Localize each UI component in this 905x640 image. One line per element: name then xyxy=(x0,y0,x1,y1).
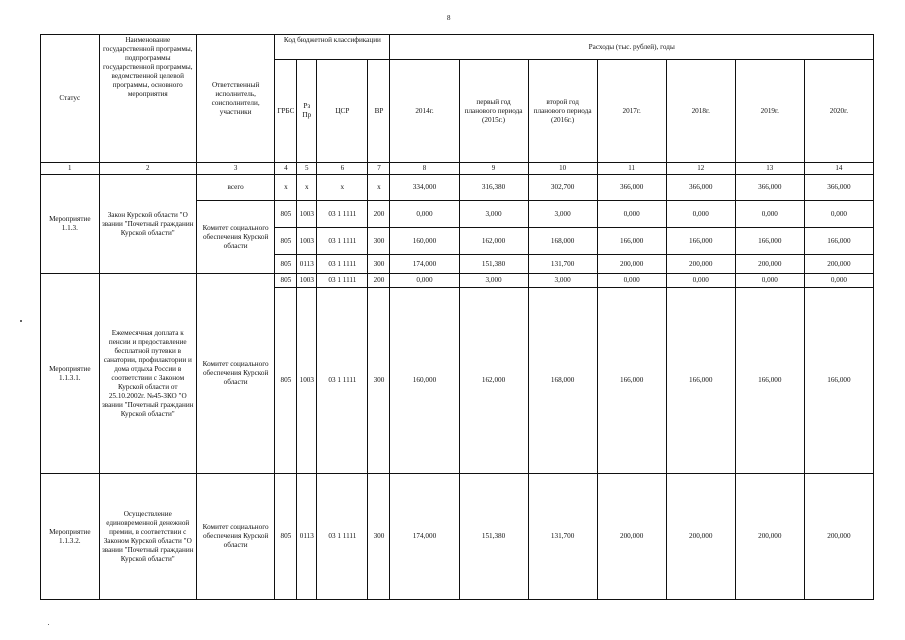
col-num: 8 xyxy=(390,163,459,175)
cell-vr: 300 xyxy=(368,474,390,600)
cell-2015: 3,000 xyxy=(459,201,528,228)
cell-2020: 166,000 xyxy=(804,228,873,255)
cell-2015: 162,000 xyxy=(459,288,528,474)
row-status: Мероприятие 1.1.3.1. xyxy=(41,274,100,474)
cell-2016: 168,000 xyxy=(528,228,597,255)
col-num: 9 xyxy=(459,163,528,175)
cell-2018: 166,000 xyxy=(666,228,735,255)
cell-vr: х xyxy=(368,175,390,201)
col-num: 7 xyxy=(368,163,390,175)
cell-2016: 168,000 xyxy=(528,288,597,474)
cell-grbs: х xyxy=(275,175,297,201)
cell-2018: 0,000 xyxy=(666,274,735,288)
cell-2015: 3,000 xyxy=(459,274,528,288)
header-2018: 2018г. xyxy=(666,60,735,163)
cell-grbs: 805 xyxy=(275,228,297,255)
cell-rzpr: 0113 xyxy=(297,474,317,600)
cell-grbs: 805 xyxy=(275,274,297,288)
cell-2018: 200,000 xyxy=(666,474,735,600)
cell-rzpr: 1003 xyxy=(297,288,317,474)
cell-2018: 366,000 xyxy=(666,175,735,201)
header-2019: 2019г. xyxy=(735,60,804,163)
header-2014: 2014г. xyxy=(390,60,459,163)
cell-2019: 200,000 xyxy=(735,474,804,600)
cell-2019: 366,000 xyxy=(735,175,804,201)
cell-2014: 334,000 xyxy=(390,175,459,201)
header-expenses: Расходы (тыс. рублей), годы xyxy=(390,35,874,60)
col-num: 4 xyxy=(275,163,297,175)
cell-csr: 03 1 1111 xyxy=(317,474,368,600)
cell-2018: 166,000 xyxy=(666,288,735,474)
row-status: Мероприятие 1.1.3.2. xyxy=(41,474,100,600)
header-2017: 2017г. xyxy=(597,60,666,163)
cell-2017: 0,000 xyxy=(597,201,666,228)
col-num: 2 xyxy=(99,163,196,175)
row-responsible: Комитет социального обеспечения Курской области xyxy=(196,474,274,600)
cell-2014: 174,000 xyxy=(390,255,459,274)
col-num: 11 xyxy=(597,163,666,175)
cell-vr: 200 xyxy=(368,274,390,288)
cell-2016: 131,700 xyxy=(528,474,597,600)
cell-2015: 151,380 xyxy=(459,255,528,274)
row-name: Ежемесячная доплата к пенсии и предоставление бесплатной путевки в санатории, профилактории и дома отдыха России в соответствии с Законом Курской области от 25.10.2002г. №45-ЗКО "О звании "Почетный гражданин Курской области" xyxy=(99,274,196,474)
cell-2018: 200,000 xyxy=(666,255,735,274)
col-num: 1 xyxy=(41,163,100,175)
cell-vr: 200 xyxy=(368,201,390,228)
cell-2017: 166,000 xyxy=(597,288,666,474)
col-num: 3 xyxy=(196,163,274,175)
cell-2015: 162,000 xyxy=(459,228,528,255)
cell-rzpr: 1003 xyxy=(297,274,317,288)
row-responsible: Комитет социального обеспечения Курской области xyxy=(196,201,274,274)
column-number-row xyxy=(41,163,874,175)
cell-vr: 300 xyxy=(368,228,390,255)
scan-speck xyxy=(48,624,49,625)
cell-csr: 03 1 1111 xyxy=(317,201,368,228)
cell-vr: 300 xyxy=(368,255,390,274)
cell-2020: 366,000 xyxy=(804,175,873,201)
cell-csr: х xyxy=(317,175,368,201)
row-name: Закон Курской области "О звании "Почетный гражданин Курской области" xyxy=(99,175,196,274)
header-rzpr: Рз Пр xyxy=(297,60,317,163)
cell-2016: 302,700 xyxy=(528,175,597,201)
col-num: 6 xyxy=(317,163,368,175)
cell-csr: 03 1 1111 xyxy=(317,288,368,474)
cell-2019: 0,000 xyxy=(735,274,804,288)
col-num: 5 xyxy=(297,163,317,175)
cell-2015: 151,380 xyxy=(459,474,528,600)
cell-2017: 0,000 xyxy=(597,274,666,288)
cell-csr: 03 1 1111 xyxy=(317,228,368,255)
cell-rzpr: 0113 xyxy=(297,255,317,274)
table-row xyxy=(41,274,874,288)
cell-grbs: 805 xyxy=(275,288,297,474)
col-num: 13 xyxy=(735,163,804,175)
cell-2016: 3,000 xyxy=(528,274,597,288)
row-responsible: всего xyxy=(196,175,274,201)
header-grbs: ГРБС xyxy=(275,60,297,163)
col-num: 10 xyxy=(528,163,597,175)
cell-vr: 300 xyxy=(368,288,390,474)
cell-rzpr: 1003 xyxy=(297,228,317,255)
cell-2017: 166,000 xyxy=(597,228,666,255)
cell-csr: 03 1 1111 xyxy=(317,274,368,288)
row-responsible: Комитет социального обеспечения Курской области xyxy=(196,274,274,474)
header-responsible: Ответственный исполнитель, соисполнители, участники xyxy=(196,35,274,163)
cell-2016: 3,000 xyxy=(528,201,597,228)
header-2015: первый год планового периода (2015г.) xyxy=(459,60,528,163)
cell-2019: 0,000 xyxy=(735,201,804,228)
cell-2020: 200,000 xyxy=(804,255,873,274)
header-name: Наименование государственной программы, подпрограммы государственной программы, ведомственной целевой программы, основного мероприятия xyxy=(99,35,196,163)
cell-2019: 166,000 xyxy=(735,228,804,255)
cell-2014: 160,000 xyxy=(390,288,459,474)
cell-2020: 0,000 xyxy=(804,274,873,288)
cell-2015: 316,380 xyxy=(459,175,528,201)
table-row xyxy=(41,474,874,600)
table-row xyxy=(41,175,874,201)
cell-2016: 131,700 xyxy=(528,255,597,274)
cell-2014: 0,000 xyxy=(390,274,459,288)
cell-2020: 0,000 xyxy=(804,201,873,228)
cell-2017: 366,000 xyxy=(597,175,666,201)
cell-grbs: 805 xyxy=(275,474,297,600)
cell-2020: 200,000 xyxy=(804,474,873,600)
header-row xyxy=(41,35,874,60)
row-status: Мероприятие 1.1.3. xyxy=(41,175,100,274)
cell-2018: 0,000 xyxy=(666,201,735,228)
scan-speck xyxy=(20,320,22,322)
header-2016: второй год планового периода (2016г.) xyxy=(528,60,597,163)
cell-grbs: 805 xyxy=(275,201,297,228)
cell-2019: 166,000 xyxy=(735,288,804,474)
col-num: 12 xyxy=(666,163,735,175)
cell-2014: 160,000 xyxy=(390,228,459,255)
header-vr: ВР xyxy=(368,60,390,163)
col-num: 14 xyxy=(804,163,873,175)
cell-2017: 200,000 xyxy=(597,474,666,600)
cell-2014: 0,000 xyxy=(390,201,459,228)
cell-csr: 03 1 1111 xyxy=(317,255,368,274)
row-name: Осуществление единовременной денежной премии, в соответствии с Законом Курской области "О звании "Почетный гражданин Курской области" xyxy=(99,474,196,600)
cell-2014: 174,000 xyxy=(390,474,459,600)
header-status: Статус xyxy=(41,35,100,163)
cell-2019: 200,000 xyxy=(735,255,804,274)
cell-2017: 200,000 xyxy=(597,255,666,274)
header-budget-code: Код бюджетной классификации xyxy=(275,35,390,60)
page-number: 8 xyxy=(447,14,451,22)
header-csr: ЦСР xyxy=(317,60,368,163)
cell-rzpr: 1003 xyxy=(297,201,317,228)
cell-2020: 166,000 xyxy=(804,288,873,474)
header-2020: 2020г. xyxy=(804,60,873,163)
cell-rzpr: х xyxy=(297,175,317,201)
budget-table xyxy=(40,34,874,600)
cell-grbs: 805 xyxy=(275,255,297,274)
